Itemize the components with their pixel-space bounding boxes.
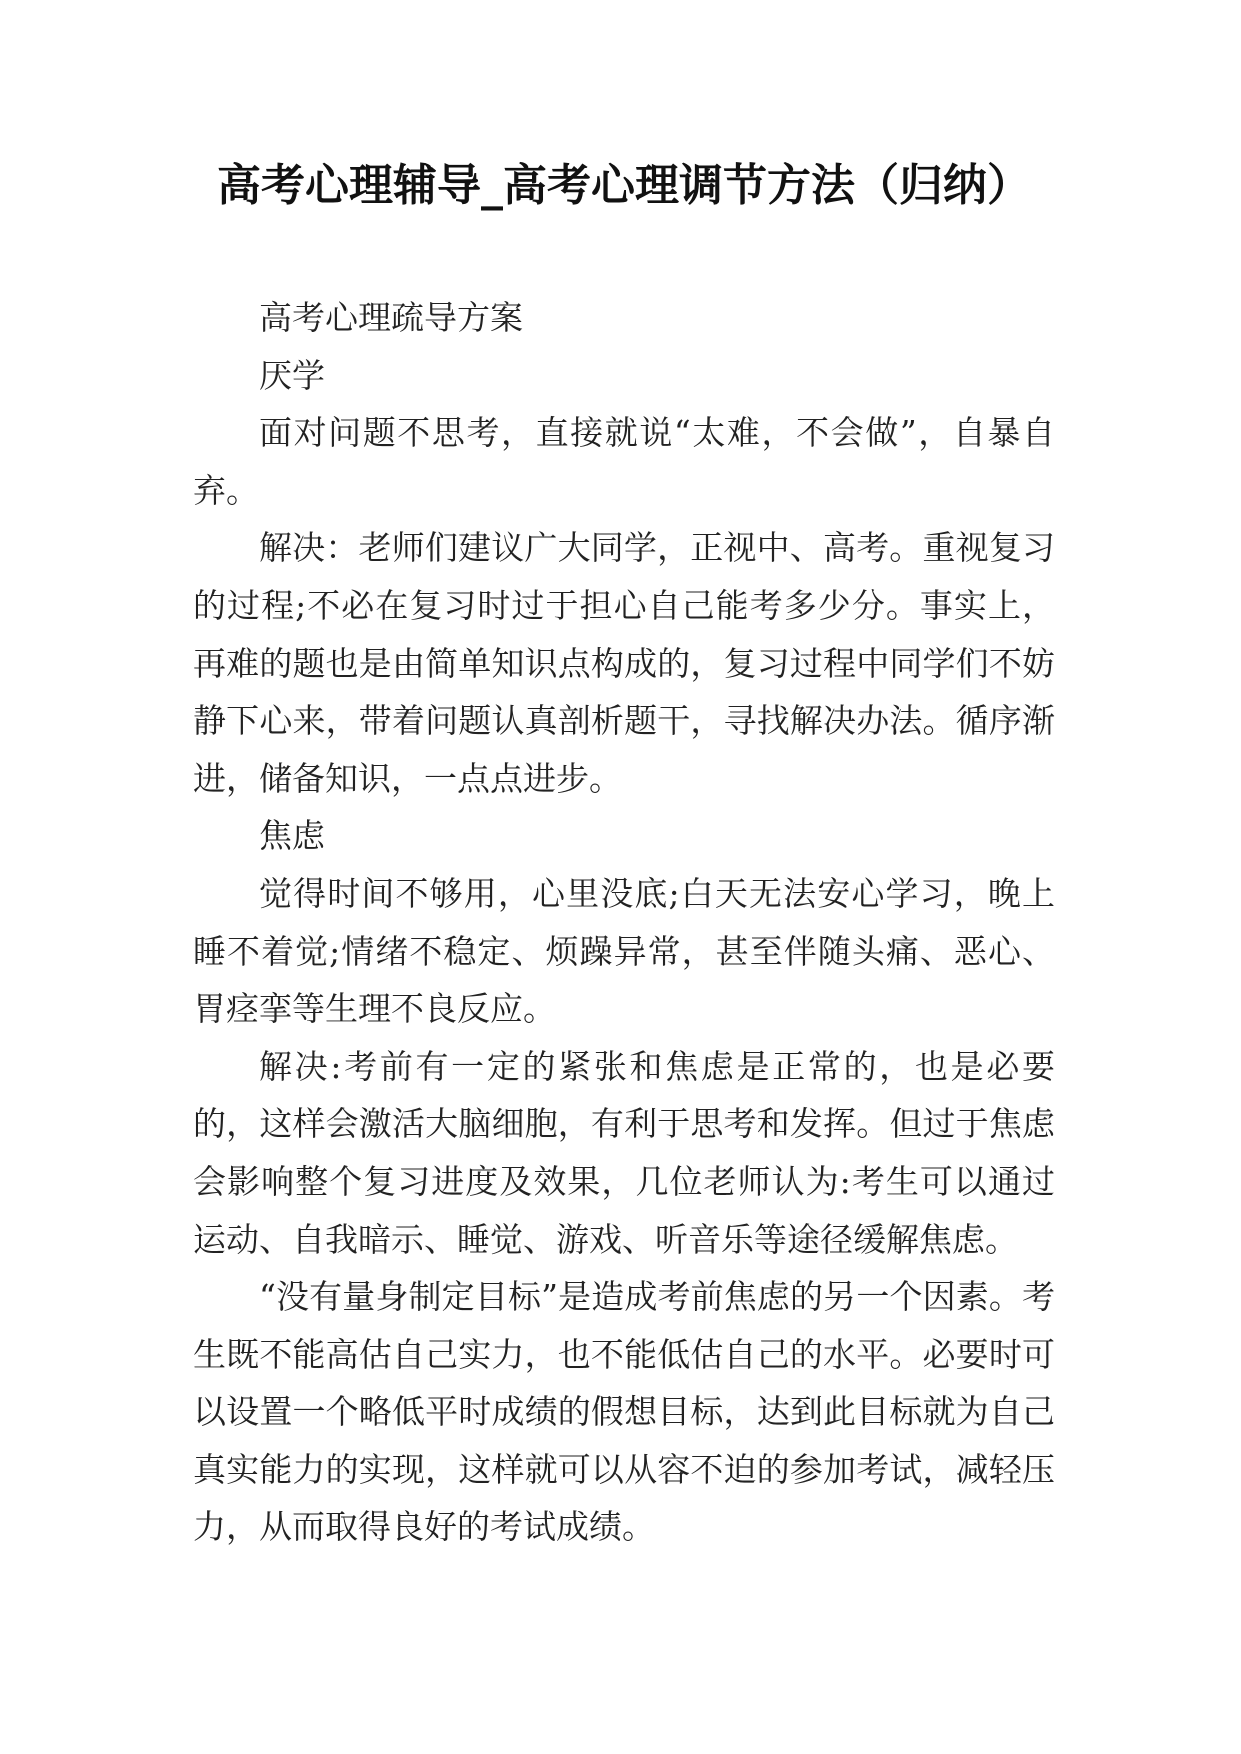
- body-paragraph: 解决：老师们建议广大同学，正视中、高考。重视复习的过程;不必在复习时过于担心自己能考多少分。事实上，再难的题也是由简单知识点构成的，复习过程中同学们不妨静下心来，带着问题认真剖析题干，寻找解决办法。循序渐进，储备知识，一点点进步。: [193, 528, 1055, 798]
- section-heading-aversion: 厌学: [259, 355, 325, 395]
- body-paragraph: 觉得时间不够用，心里没底;白天无法安心学习，晚上睡不着觉;情绪不稳定、烦躁异常，甚至伴随头痛、恶心、胃痉挛等生理不良反应。: [193, 873, 1055, 1029]
- section-heading-anxiety: 焦虑: [259, 816, 325, 856]
- body-paragraph: 解决:考前有一定的紧张和焦虑是正常的，也是必要的，这样会激活大脑细胞，有利于思考和发挥。但过于焦虑会影响整个复习进度及效果，几位老师认为:考生可以通过运动、自我暗示、睡觉、游戏、听音乐等途径缓解焦虑。: [193, 1046, 1055, 1259]
- body-paragraph: “没有量身制定目标”是造成考前焦虑的另一个因素。考生既不能高估自己实力，也不能低估自己的水平。必要时可以设置一个略低平时成绩的假想目标，达到此目标就为自己真实能力的实现，这样就可以从容不迫的参加考试，减轻压力，从而取得良好的考试成绩。: [193, 1277, 1055, 1547]
- section-heading-plan: 高考心理疏导方案: [259, 298, 523, 337]
- document-title: 高考心理辅导_高考心理调节方法（归纳）: [217, 160, 1031, 211]
- document-body: [193, 289, 1055, 1556]
- body-paragraph: 面对问题不思考，直接就说“太难，不会做”，自暴自弃。: [193, 413, 1055, 510]
